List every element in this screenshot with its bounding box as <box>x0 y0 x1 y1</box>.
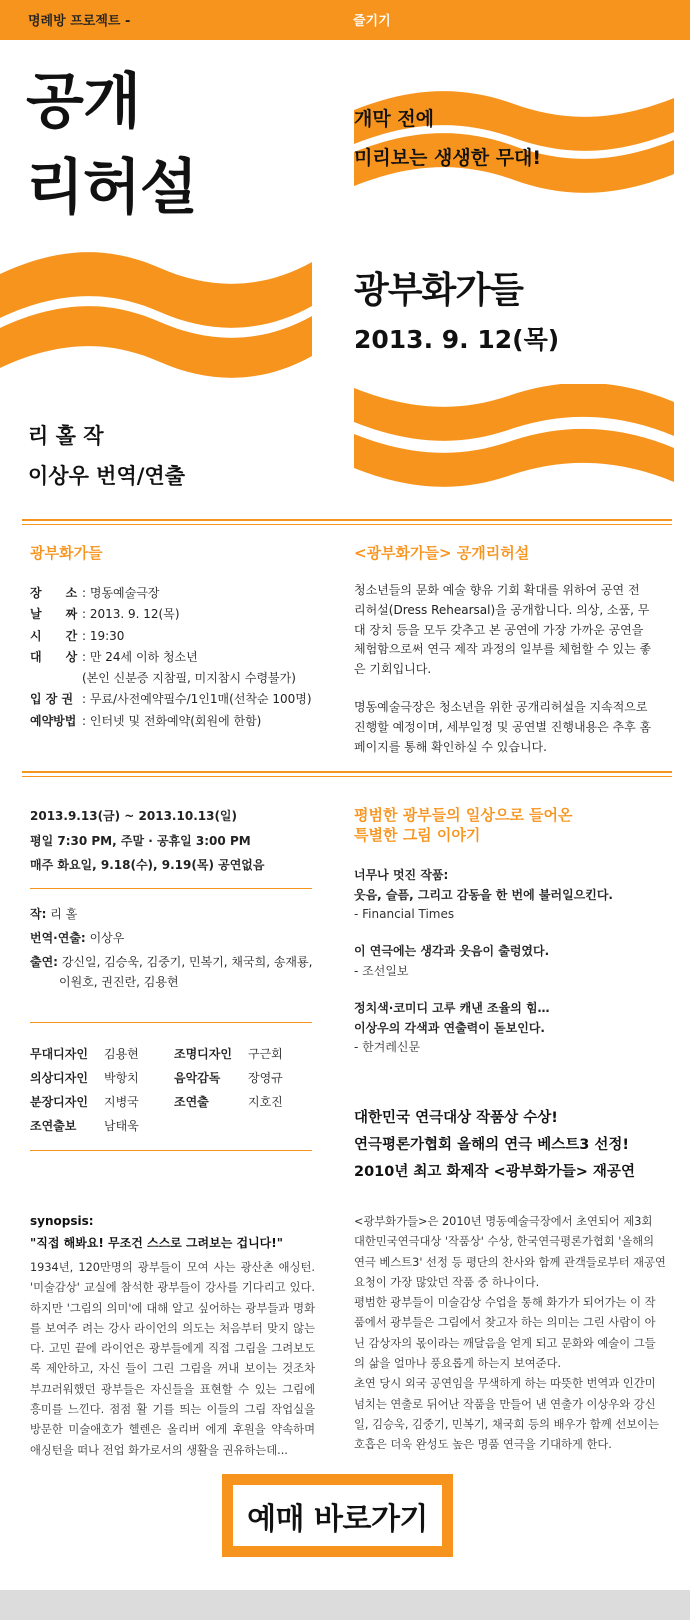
divider-middle <box>22 771 672 773</box>
hero-title-line1: 공개 <box>26 67 140 137</box>
description-paragraph: 평범한 광부들이 미술감상 수업을 통해 화가가 되어가는 이 작품에서 광부들은 그림에서 찾고자 하는 의미는 그린 사람이 아닌 감상자의 몫이라는 깨달음을 얻게 되고 문화와 예술이 그들의 삶을 얼마나 풍요롭게 하는지 보여준다. <box>354 1296 656 1371</box>
info-row-ticket: 입 장 권 : 무료/사전예약필수/1인1매(선착순 100명) <box>30 692 312 707</box>
award-line: 2010년 최고 화제작 <광부화가들> 재공연 <box>354 1164 635 1180</box>
cast-row-continued: 이원호, 권진란, 김용현 <box>59 975 179 989</box>
author-credit: 리 홀 작 <box>28 424 104 448</box>
page: 명례방 프로젝트 - 즐기기 공개 리허설 개막 전에 미리보는 생생한 무대! 광부화가들 2013. 9. 12(목) 리 홀 작 이상우 번역/연출 광부화가들 장 소 : 명동예술극장 날 짜 : 2013. 9. 12(목) 시 간 : 19:30 대 상 : 만 24세 이하 청소년 (본인 신분증 지참필, 미지참시 수령불가) 입 장 권 : 무료/사전예약필수/1인1매(선착순 100명) 예약방법 : 인터넷 및 전화예약(회원에 한함) <광부화가들> 공개리허설 청소년들의 문화 예술 향유 기회 확대를 위하여 공연 전 리허설(Dress Rehearsal)을 공개합니다. 의상, 소품, 무대 장치 등을 모두 갖추고 본 공연에 가장 가까운 공연을 체험함으로써 연극 제작 과정의 일부를 체험할 수 있는 좋은 기회입니다. 명동예술극장은 청소년을 위한 공개리허설을 지속적으로 진행할 예정이며, 세부일정 및 공연별 진행내용은 추후 홈페이지를 통해 확인하실 수 있습니다. 2013.9.13(금) ~ 2013.10.13(일) 평일 7:30 PM, 주말 · 공휴일 3:00 PM 매주 화요일, 9.18(수), 9.19(목) 공연없음 작: 리 홀 번역·연출: 이상우 출연: 강신일, 김승욱, 김중기, 민복기, 채국희, 송재룡, 이원호, 권진란, 김용현 무대디자인 김용현 조명디자인 구근회 의상디자인 박항치 음악감독 장영규 분장디자인 지병국 조연출 지호진 조연출보 남태욱 평범한 광부들의 일상으로 들어온 특별한 그림 이야기 너무나 멋진 작품: 웃음, 슬픔, 그리고 감동을 한 번에 불러일으킨다. - Financial Times 이 연극에는 생각과 웃음이 출렁였다. - 조선일보 정치색·코미디 고루 캐낸 조율의 힘… 이상우의 각색과 연출력이 돋보인다. - 한겨레신문 대한민국 연극대상 작품상 수상! 연극평론가협회 올해의 연극 베스트3 선정! 2010년 최고 화제작 <광부화가들> 재공연 synopsis: "직접 해봐요! 무조건 스스로 그려보는 겁니다!" 1934년, 120만명의 광부들이 모여 사는 광산촌 애싱턴. '미술감상' 교실에 참석한 광부들이 강사를 기다리고 있다. 하지만 '그림의 의미'에 대해 알고 싶어하는 광부들과 명화를 보여주 려는 강사 라이언의 의도는 처음부터 맞지 않는다. 고민 끝에 라이언은 광부들에게 직접 그림을 그려보도록 제안하고, 자신 들이 그린 그림을 꺼내 보이는 것조차 부끄러워했던 광부들은 자신들을 표현할 수 있는 그림에 흥미를 느낀다. 점점 활 기를 띄는 이들의 그림 작업실을 방문한 미술애호가 헬렌은 올리버 에게 후원을 약속하며 애싱턴을 떠나 전업 화가로서의 생활을 권유하는데... <광부화가들>은 2010년 명동예술극장에서 초연되어 제3회 대한민국연극대상 '작품상' 수상, 한국연극평론가협회 '올해의 연극 베스트3' 선정 등 평단의 찬사와 함께 관객들로부터 재공연 요청이 가장 많았던 작품 중 하나이다. 평범한 광부들이 미술감상 수업을 통해 화가가 되어가는 이 작품에서 광부들은 그림에서 찾고자 하는 의미는 그린 사람이 아닌 감상자의 몫이라는 깨달음을 얻게 되고 문화와 예술이 그들의 삶을 얼마나 풍요롭게 하는지 보여준다. 초연 당시 외국 공연임을 무색하게 하는 따뜻한 번역과 인간미 넘치는 연출로 뒤어난 작품을 만들어 낸 연출가 이상우와 강신일, 김승욱, 김중기, 민복기, 채국희 등의 배우가 함께 선보이는 호흡은 더욱 완성도 높은 명품 연극을 기대하게 한다. 예매 바로가기 <box>0 0 690 1620</box>
synopsis-body: 1934년, 120만명의 광부들이 모여 사는 광산촌 애싱턴. '미술감상' 교실에 참석한 광부들이 강사를 기다리고 있다. 하지만 '그림의 의미'에 대해 알고 싶어하는 광부들과 명화를 보여주 려는 강사 라이언의 의도는 처음부터 맞지 않는다. 고민 끝에 라이언은 광부들에게 직접 그림을 그려보도록 제안하고, 자신 들이 그린 그림을 꺼내 보이는 것조차 부끄러워했던 광부들은 자신들을 표현할 수 있는 그림에 흥미를 느낀다. 점점 활 기를 띄는 이들의 그림 작업실을 방문한 미술애호가 헬렌은 올리버 에게 후원을 약속하며 애싱턴을 떠나 전업 화가로서의 생활을 권유하는데... <box>30 1261 315 1457</box>
divider-schedule <box>30 888 312 889</box>
award-line: 대한민국 연극대상 작품상 수상! <box>354 1110 558 1126</box>
wave-decoration-bottom-right <box>354 384 674 496</box>
top-bar <box>0 0 690 40</box>
show-times: 평일 7:30 PM, 주말 · 공휴일 3:00 PM <box>30 834 251 848</box>
awards-block <box>354 1105 635 1186</box>
divider-middle-thin <box>22 776 672 777</box>
wave-decoration-left <box>0 238 312 388</box>
run-period: 2013.9.13(금) ~ 2013.10.13(일) <box>30 809 238 823</box>
divider-staff <box>30 1150 312 1151</box>
story-title: 평범한 광부들의 일상으로 들어온 특별한 그림 이야기 <box>354 806 573 845</box>
no-show-days: 매주 화요일, 9.18(수), 9.19(목) 공연없음 <box>30 858 265 872</box>
credits-block <box>30 902 320 992</box>
rehearsal-title: 광부화가들 <box>30 544 103 562</box>
cast-row: 출연: 강신일, 김승욱, 김중기, 민복기, 채국희, 송재룡, <box>30 955 313 969</box>
info-row-date: 날 짜 : 2013. 9. 12(목) <box>30 607 180 622</box>
info-row-target: 대 상 : 만 24세 이하 청소년 <box>30 649 198 664</box>
rehearsal-intro-paragraph1: 청소년들의 문화 예술 향유 기회 확대를 위하여 공연 전 리허설(Dress Rehearsal)을 공개합니다. 의상, 소품, 무대 장치 등을 모두 갖추고 본 공연에 가장 가까운 공연을 체험함으로써 연극 제작 과정의 일부를 체험할 수 있는 좋은 기회입니다. <box>354 583 652 677</box>
play-description <box>354 1212 666 1456</box>
rehearsal-intro-title: <광부화가들> 공개리허설 <box>354 544 530 562</box>
info-row-venue: 장 소 : 명동예술극장 <box>30 586 160 600</box>
hero-title-line2: 리허설 <box>26 153 197 223</box>
play-date: 2013. 9. 12(목) <box>354 325 560 354</box>
synopsis-quote: "직접 해봐요! 무조건 스스로 그려보는 겁니다!" <box>30 1236 283 1250</box>
director-credit: 이상우 번역/연출 <box>28 464 185 488</box>
play-title: 광부화가들 <box>354 270 523 311</box>
info-row-reservation: 예약방법 : 인터넷 및 전화예약(회원에 한함) <box>30 713 262 728</box>
review-item: 정치색·코미디 고루 캐낸 조율의 힘… 이상우의 각색과 연출력이 돋보인다. - 한겨레신문 <box>354 1001 550 1054</box>
rehearsal-intro-paragraph2: 명동예술극장은 청소년을 위한 공개리허설을 지속적으로 진행할 예정이며, 세부일정 및 공연별 진행내용은 추후 홈페이지를 통해 확인하실 수 있습니다. <box>354 700 652 754</box>
synopsis-label: synopsis: <box>30 1214 94 1228</box>
writer-row: 작: 리 홀 <box>30 907 78 921</box>
divider-top <box>22 519 672 521</box>
footer-bar <box>0 1590 690 1620</box>
enjoy-label: 즐기기 <box>353 14 391 29</box>
tagline-line1: 개막 전에 <box>354 108 435 130</box>
award-line: 연극평론가협회 올해의 연극 베스트3 선정! <box>354 1137 630 1153</box>
project-label: 명례방 프로젝트 - <box>28 14 131 29</box>
rehearsal-info-list <box>30 583 330 732</box>
divider-credits <box>30 1022 312 1023</box>
review-item: 이 연극에는 생각과 웃음이 출렁였다. - 조선일보 <box>354 944 550 978</box>
book-now-button[interactable]: 예매 바로가기 <box>222 1474 453 1557</box>
divider-top-thin <box>22 524 672 525</box>
info-row-time: 시 간 : 19:30 <box>30 628 125 643</box>
wave-decoration-top-right <box>354 82 674 202</box>
review-item: 너무나 멋진 작품: 웃음, 슬픔, 그리고 감동을 한 번에 불러일으킨다. - Financial Times <box>354 868 613 921</box>
director-row: 번역·연출: 이상우 <box>30 931 125 945</box>
description-paragraph: <광부화가들>은 2010년 명동예술극장에서 초연되어 제3회 대한민국연극대상 '작품상' 수상, 한국연극평론가협회 '올해의 연극 베스트3' 선정 등 평단의 찬사와 함께 관객들로부터 재공연 요청이 가장 많았던 작품 중 하나이다. <box>354 1215 666 1289</box>
tagline-line2: 미리보는 생생한 무대! <box>354 147 542 169</box>
info-row-target-note: (본인 신분증 지참필, 미지참시 수령불가) <box>82 671 296 686</box>
description-paragraph: 초연 당시 외국 공연임을 무색하게 하는 따뜻한 번역과 인간미 넘치는 연출로 뒤어난 작품을 만들어 낸 연출가 이상우와 강신일, 김승욱, 김중기, 민복기, 채국희 등의 배우가 함께 선보이는 호흡은 더욱 완성도 높은 명품 연극을 기대하게 한다. <box>354 1377 660 1452</box>
